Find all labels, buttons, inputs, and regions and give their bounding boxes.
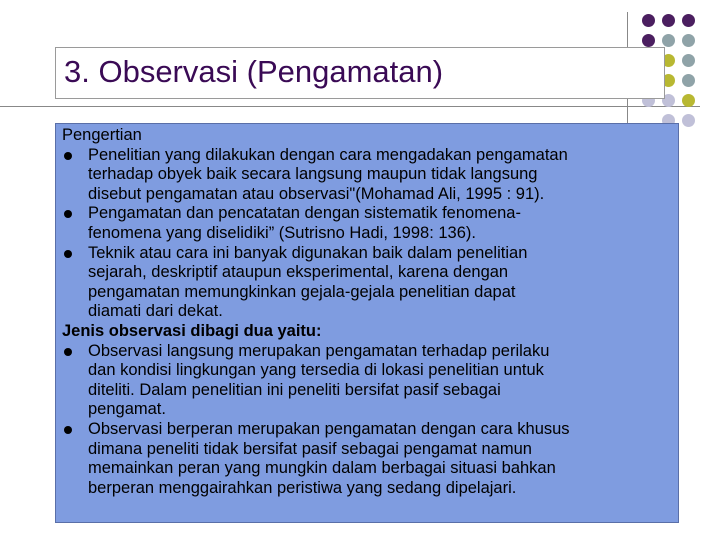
list-item-line: fenomena yang diselidiki” (Sutrisno Hadi, 1998: 136). bbox=[88, 223, 476, 242]
list-item-line: pengamatan memungkinkan gejala-gejala penelitian dapat bbox=[88, 282, 516, 301]
list-item-line: terhadap obyek baik secara langsung maupun tidak langsung bbox=[88, 165, 538, 184]
decor-dot bbox=[682, 14, 695, 27]
list-item-line: Penelitian yang dilakukan dengan cara mengadakan pengamatan bbox=[88, 145, 568, 164]
types-list bbox=[62, 342, 672, 499]
list-item bbox=[62, 204, 672, 243]
list-item bbox=[62, 244, 672, 322]
list-item-line: pengamat. bbox=[88, 400, 166, 419]
definition-list bbox=[62, 146, 672, 322]
decor-dot bbox=[662, 34, 675, 47]
bullet-icon bbox=[64, 210, 72, 218]
list-item-line: diteliti. Dalam penelitian ini peneliti bersifat pasif sebagai bbox=[88, 380, 501, 399]
decor-horizontal-line bbox=[0, 106, 700, 107]
list-item-line: sejarah, deskriptif ataupun eksperimental, karena dengan bbox=[88, 263, 509, 282]
list-item-line: disebut pengamatan atau observasi"(Mohamad Ali, 1995 : 91). bbox=[88, 184, 545, 203]
decor-dot bbox=[682, 114, 695, 127]
decor-dot bbox=[682, 34, 695, 47]
decor-dot bbox=[642, 14, 655, 27]
decor-dot bbox=[682, 74, 695, 87]
list-item bbox=[62, 420, 672, 498]
list-item-line: memainkan peran yang mungkin dalam berbagai situasi bahkan bbox=[88, 459, 556, 478]
slide-title: 3. Observasi (Pengamatan) bbox=[64, 54, 444, 89]
list-item-line: berperan menggairahkan peristiwa yang sedang dipelajari. bbox=[88, 478, 517, 497]
decor-dot bbox=[682, 94, 695, 107]
list-item-line: diamati dari dekat. bbox=[88, 302, 223, 321]
list-item bbox=[62, 342, 672, 420]
decor-dot bbox=[682, 54, 695, 67]
list-item-line: Pengamatan dan pencatatan dengan sistematik fenomena- bbox=[88, 204, 521, 223]
list-item-line: dan kondisi lingkungan yang tersedia di lokasi penelitian untuk bbox=[88, 361, 544, 380]
list-item-line: Observasi langsung merupakan pengamatan terhadap perilaku bbox=[88, 341, 550, 360]
list-item-line: Teknik atau cara ini banyak digunakan baik dalam penelitian bbox=[88, 243, 528, 262]
list-item-line: Observasi berperan merupakan pengamatan dengan cara khusus bbox=[88, 419, 570, 438]
decor-dot bbox=[642, 34, 655, 47]
bullet-icon bbox=[64, 152, 72, 160]
content-box bbox=[55, 123, 679, 523]
title-box bbox=[55, 47, 665, 99]
decor-dot bbox=[662, 14, 675, 27]
bullet-icon bbox=[64, 348, 72, 356]
section-heading-jenis: Jenis observasi dibagi dua yaitu: bbox=[62, 321, 322, 340]
list-item-line: dimana peneliti tidak bersifat pasif sebagai pengamat namun bbox=[88, 439, 532, 458]
section-heading-pengertian: Pengertian bbox=[62, 126, 142, 144]
bullet-icon bbox=[64, 426, 72, 434]
list-item bbox=[62, 146, 672, 205]
bullet-icon bbox=[64, 250, 72, 258]
